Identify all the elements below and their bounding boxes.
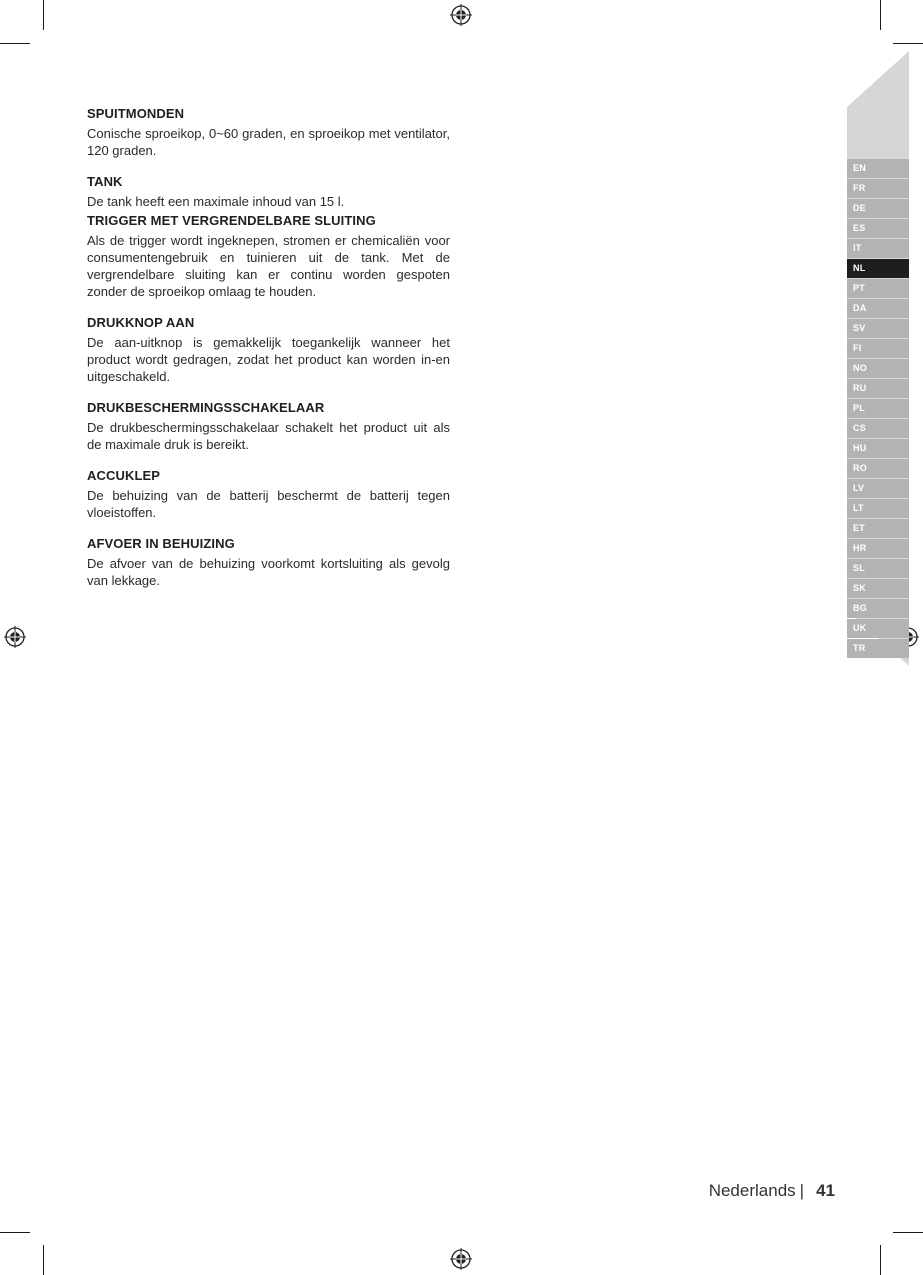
language-tab-sl[interactable]: SL [847,559,909,578]
language-tab-de[interactable]: DE [847,199,909,218]
section-text: Als de trigger wordt ingeknepen, stromen er chemicaliën voor consumentengebruik en tuinieren uit de tank. Met de vergrendelbare sluiting kan er continu worden gespoten zonder de sproeikop omlaag te houden. [87,233,450,299]
crop-mark [0,1232,30,1233]
section-power-button [87,314,450,385]
language-tab-it[interactable]: IT [847,239,909,258]
section-heading: TANK [87,174,123,189]
registration-mark-icon [4,626,26,648]
footer-separator: | [799,1181,805,1200]
language-tab-nl[interactable]: NL [847,259,909,278]
section-heading: DRUKBESCHERMINGSSCHAKELAAR [87,400,325,415]
language-tab-cs[interactable]: CS [847,419,909,438]
section-spray-nozzles [87,105,450,159]
registration-mark-icon [450,1248,472,1270]
page-number: 41 [816,1181,835,1200]
section-heading: DRUKKNOP AAN [87,315,195,330]
footer-language: Nederlands [708,1181,796,1200]
language-tab-tr[interactable]: TR [847,639,909,658]
section-text: De aan-uitknop is gemakkelijk toegankelijk wanneer het product wordt gedragen, zodat het product kan worden in-en uitgeschakeld. [87,335,450,384]
crop-mark [43,1245,44,1275]
section-text: De tank heeft een maximale inhoud van 15 l. [87,194,345,209]
section-text: Conische sproeikop, 0~60 graden, en sproeikop met ventilator, 120 graden. [87,126,450,158]
section-heading: ACCUKLEP [87,468,161,483]
language-tab-ro[interactable]: RO [847,459,909,478]
section-housing-drain [87,535,450,589]
language-tab-sk[interactable]: SK [847,579,909,598]
section-text: De afvoer van de behuizing voorkomt kortsluiting als gevolg van lekkage. [87,556,450,588]
language-tab-fr[interactable]: FR [847,179,909,198]
crop-mark [893,43,923,44]
language-tab-bar [847,51,909,666]
language-tab-ru[interactable]: RU [847,379,909,398]
section-heading: AFVOER IN BEHUIZING [87,536,235,551]
section-tank [87,173,450,210]
language-tab-et[interactable]: ET [847,519,909,538]
section-text: De drukbeschermingsschakelaar schakelt het product uit als de maximale druk is bereikt. [87,420,450,452]
language-tab-pt[interactable]: PT [847,279,909,298]
section-heading: SPUITMONDEN [87,106,185,121]
registration-mark-icon [450,4,472,26]
page-footer [709,1181,835,1201]
crop-mark [893,1232,923,1233]
main-content [87,105,450,603]
section-text: De behuizing van de batterij beschermt de batterij tegen vloeistoffen. [87,488,450,520]
language-tab-pl[interactable]: PL [847,399,909,418]
crop-mark [0,43,30,44]
crop-mark [880,0,881,30]
language-tab-lt[interactable]: LT [847,499,909,518]
language-list [847,159,909,659]
crop-mark [43,0,44,30]
language-tab-es[interactable]: ES [847,219,909,238]
language-tab-fi[interactable]: FI [847,339,909,358]
section-battery-cover [87,467,450,521]
language-tab-hu[interactable]: HU [847,439,909,458]
language-tab-bg[interactable]: BG [847,599,909,618]
language-tab-da[interactable]: DA [847,299,909,318]
language-tab-en[interactable]: EN [847,159,909,178]
language-tab-hr[interactable]: HR [847,539,909,558]
language-tab-no[interactable]: NO [847,359,909,378]
section-heading: TRIGGER MET VERGRENDELBARE SLUITING [87,213,376,228]
language-tab-lv[interactable]: LV [847,479,909,498]
language-tab-sv[interactable]: SV [847,319,909,338]
section-trigger [87,212,450,300]
language-tab-uk[interactable]: UK [847,619,909,638]
crop-mark [880,1245,881,1275]
section-pressure-switch [87,399,450,453]
